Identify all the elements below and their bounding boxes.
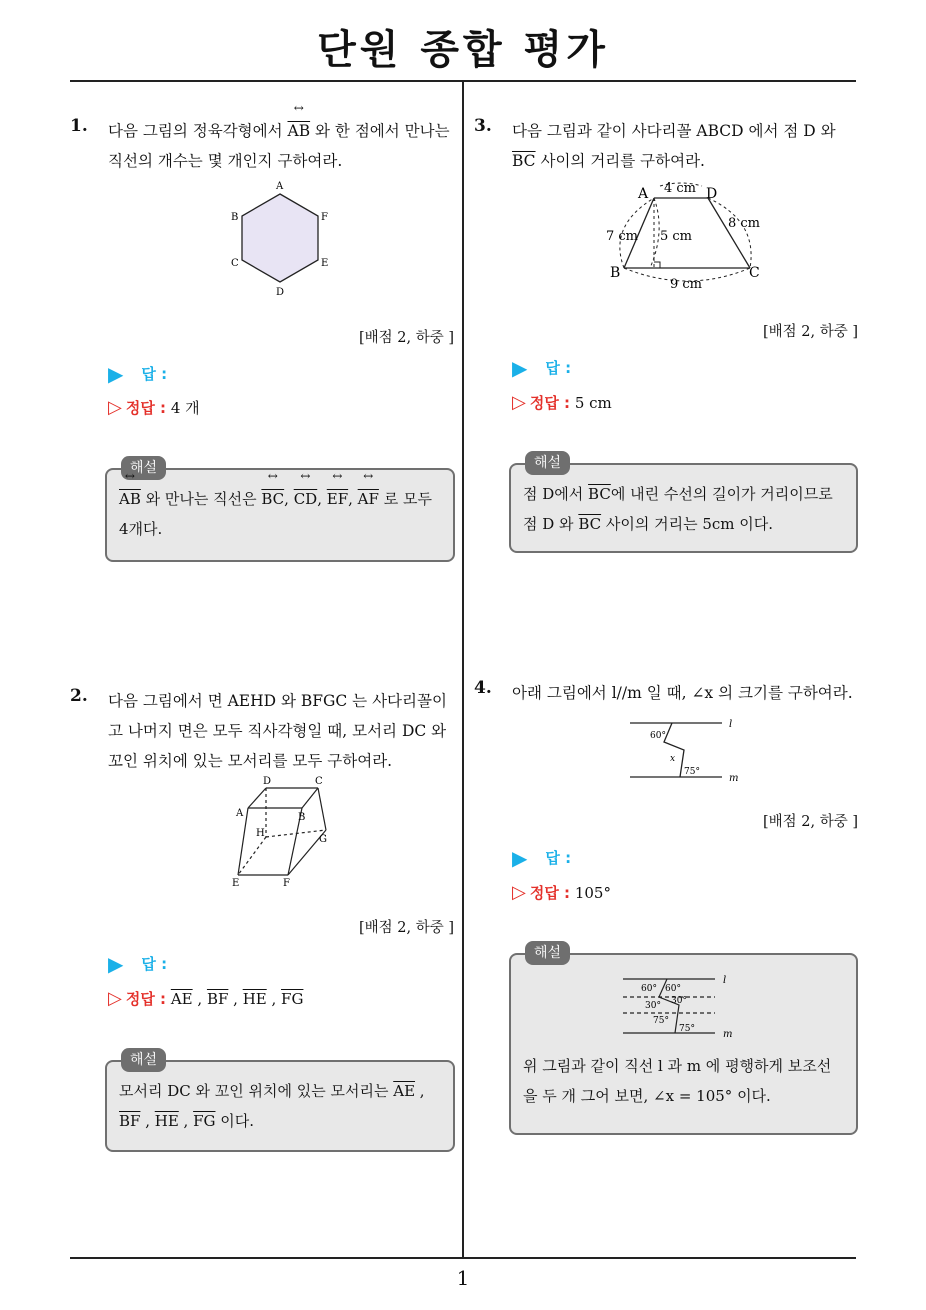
svg-text:5 cm: 5 cm [660, 229, 693, 244]
score-label: [배점 2, 하중 ] [762, 814, 858, 830]
parallel-lines-figure [626, 714, 746, 786]
answer-row: ▶ 답 : [512, 356, 572, 380]
auxiliary-lines-figure [619, 969, 749, 1041]
svg-text:A: A [638, 186, 649, 202]
vertex-label: E [321, 258, 329, 269]
svg-text:E: E [232, 878, 240, 889]
hexagon-figure [220, 178, 340, 300]
svg-text:7 cm: 7 cm [606, 229, 639, 244]
correct-answer-value: 4 개 [170, 399, 200, 417]
svg-text:4 cm: 4 cm [664, 181, 697, 196]
svg-text:B: B [610, 265, 621, 281]
vertex-label: F [321, 212, 328, 223]
correct-answer-row: ▷ 정답 : $\overline{AE}$ , $\overline{BF}$ , $\overline{HE}$ , $\overline{FG}$ [108, 988, 304, 1009]
hexagon-shape [242, 194, 318, 282]
svg-text:D: D [706, 186, 718, 202]
question-text: 다음 그림의 정육각형에서 ↔ $\overline{AB}$ 와 한 점에서 만나는 직선의 개수는 몇 개인지 구하여라. [108, 116, 456, 176]
explanation-badge: 해설 [121, 456, 166, 480]
trapezoid-figure [598, 176, 774, 294]
question-text: 다음 그림에서 면 AEHD 와 BFGC 는 사다리꼴이고 나머지 면은 모두 직사각형일 때, 모서리 DC 와 꼬인 위치에 있는 모서리를 모두 구하여라. [108, 692, 447, 770]
svg-text:l: l [722, 975, 726, 986]
explanation-text: 위 그림과 같이 직선 l 과 m 에 평행하게 보조선을 두 개 그어 보면, ∠x = 105° 이다. [523, 1057, 832, 1105]
question-text: 다음 그림과 같이 사다리꼴 ABCD 에서 점 D 와 $\overline{BC}$ 사이의 거리를 구하여라. [512, 122, 836, 170]
svg-text:F: F [283, 878, 290, 889]
score-label: [배점 2, 하중 ] [358, 330, 454, 346]
vertex-label: C [231, 258, 239, 269]
question-number: 1. [70, 116, 88, 136]
outline-triangle-icon: ▷ [512, 392, 526, 413]
explanation-badge: 해설 [525, 941, 570, 965]
svg-text:9 cm: 9 cm [670, 277, 703, 292]
correct-answer-value: 5 cm [574, 394, 612, 412]
vertex-label: D [276, 287, 285, 298]
svg-text:m: m [729, 773, 739, 784]
score-label: [배점 2, 하중 ] [358, 920, 454, 936]
play-icon: ▶ [512, 846, 528, 870]
svg-text:l: l [729, 719, 733, 730]
question-text: 아래 그림에서 l//m 일 때, ∠x 의 크기를 구하여라. [512, 684, 853, 702]
play-icon: ▶ [512, 356, 528, 380]
correct-answer-row: ▷ 정답 : 4 개 [108, 397, 200, 418]
svg-text:60°: 60° [664, 984, 681, 994]
explanation-box: 해설 모서리 DC 와 꼬인 위치에 있는 모서리는 $\overline{AE}$ , $\overline{BF}$ , $\overline{HE}$ , $\overline{FG}$ 이다. [105, 1060, 455, 1152]
svg-text:75°: 75° [652, 1016, 669, 1026]
outline-triangle-icon: ▷ [108, 988, 122, 1009]
explanation-box [509, 945, 858, 1135]
question-number: 3. [474, 116, 492, 136]
explanation-badge: 해설 [525, 451, 570, 475]
page-title: 단원 종합 평가 [317, 27, 609, 73]
svg-text:30°: 30° [670, 996, 687, 1006]
vertex-label: B [231, 212, 239, 223]
question-4 [474, 678, 858, 708]
svg-text:m: m [722, 1029, 732, 1040]
svg-text:75°: 75° [684, 767, 700, 777]
explanation-box: 해설 점 D에서 $\overline{BC}$에 내린 수선의 길이가 거리이므로 점 D 와 $\overline{BC}$ 사이의 거리는 5cm 이다. [509, 463, 858, 553]
svg-text:H: H [256, 828, 265, 839]
svg-text:30°: 30° [644, 1001, 661, 1011]
svg-text:C: C [749, 265, 760, 281]
answer-row: ▶ 답 : [512, 846, 572, 870]
svg-text:8 cm: 8 cm [728, 216, 761, 231]
line-symbol: ↔ $\overline{AB}$ [288, 116, 311, 146]
outline-triangle-icon: ▷ [512, 882, 526, 903]
svg-text:A: A [236, 808, 244, 819]
score-label: [배점 2, 하중 ] [762, 324, 858, 340]
question-1 [70, 116, 456, 176]
prism-figure [226, 772, 338, 892]
outline-triangle-icon: ▷ [108, 397, 122, 418]
correct-answer-row: ▷ 정답 : 105° [512, 882, 611, 903]
svg-text:x: x [670, 754, 676, 764]
question-number: 4. [474, 678, 492, 698]
answer-row: ▶ 답 : [108, 362, 168, 386]
explanation-box: 해설 ↔ $\overline{AB}$ 와 만나는 직선은 ↔ $\overline{BC}$, ↔ $\overline{CD}$, ↔ $\overline{EF}$, ↔ $\overline{AF}$ 로 모두 4개다. [105, 468, 455, 562]
svg-text:60°: 60° [650, 731, 666, 741]
answer-row: ▶ 답 : [108, 952, 168, 976]
page-number: 1 [456, 1266, 470, 1290]
play-icon: ▶ [108, 362, 124, 386]
question-3 [474, 116, 858, 176]
svg-text:60°: 60° [640, 984, 657, 994]
correct-answer-value: 105° [574, 884, 611, 902]
svg-text:B: B [298, 812, 306, 823]
play-icon: ▶ [108, 952, 124, 976]
correct-answer-row: ▷ 정답 : 5 cm [512, 392, 612, 413]
svg-text:G: G [319, 834, 327, 845]
column-divider [462, 82, 464, 1258]
bottom-rule [70, 1257, 856, 1259]
explanation-badge: 해설 [121, 1048, 166, 1072]
svg-text:75°: 75° [678, 1024, 695, 1034]
question-2 [70, 686, 456, 776]
svg-text:C: C [315, 776, 323, 787]
vertex-label: A [276, 181, 284, 192]
question-number: 2. [70, 686, 88, 706]
svg-text:D: D [263, 776, 272, 787]
